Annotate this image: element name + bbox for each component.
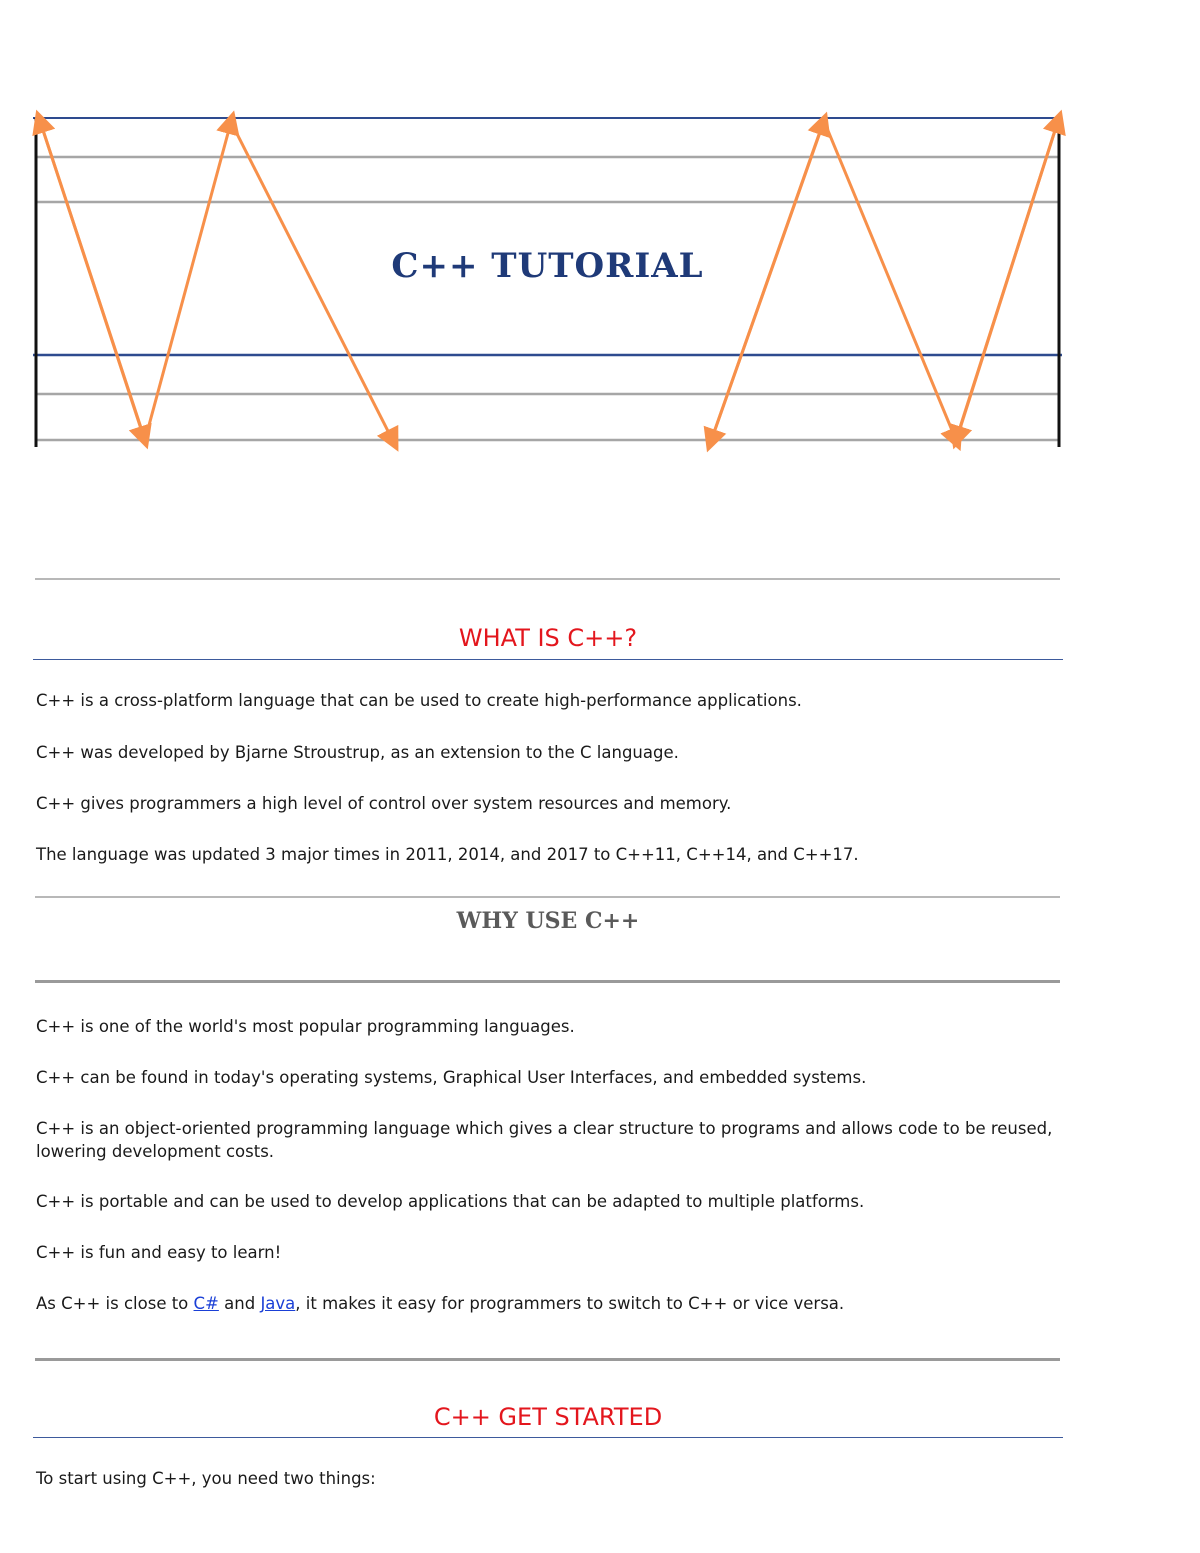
heading-underline xyxy=(33,659,1063,660)
section-heading-what-is: WHAT IS C++? xyxy=(458,624,638,652)
divider xyxy=(35,896,1060,898)
paragraph: C++ is an object-oriented programming language which gives a clear structure to programs and allows code to be reused, lowering development costs. xyxy=(36,1119,1053,1161)
paragraph: The language was updated 3 major times in 2011, 2014, and 2017 to C++11, C++14, and C++17. xyxy=(36,845,859,864)
paragraph: C++ was developed by Bjarne Stroustrup, as an extension to the C language. xyxy=(36,743,679,762)
divider xyxy=(35,578,1060,580)
paragraph-languages xyxy=(36,1292,1061,1315)
divider xyxy=(35,980,1060,983)
divider xyxy=(35,1358,1060,1361)
csharp-link[interactable]: C# xyxy=(193,1294,219,1313)
paragraph: C++ is portable and can be used to develop applications that can be adapted to multiple platforms. xyxy=(36,1192,865,1211)
section-heading-get-started: C++ GET STARTED xyxy=(433,1403,663,1431)
heading-underline xyxy=(33,1437,1063,1438)
text: As C++ is close to xyxy=(36,1294,194,1313)
paragraph: C++ is a cross-platform language that can be used to create high-performance applications. xyxy=(36,691,802,710)
text: , it makes it easy for programmers to switch to C++ or vice versa. xyxy=(295,1294,845,1313)
paragraph: To start using C++, you need two things: xyxy=(36,1469,376,1488)
section-heading-why-use: WHY USE C++ xyxy=(456,908,640,934)
banner-title: C++ TUTORIAL xyxy=(391,246,704,286)
java-link[interactable]: Java xyxy=(260,1294,296,1313)
banner-graphic xyxy=(0,0,1200,470)
paragraph: C++ is one of the world's most popular programming languages. xyxy=(36,1017,575,1036)
text: and xyxy=(218,1294,261,1313)
paragraph: C++ is fun and easy to learn! xyxy=(36,1243,282,1262)
paragraph: C++ gives programmers a high level of control over system resources and memory. xyxy=(36,794,732,813)
paragraph: C++ can be found in today's operating systems, Graphical User Interfaces, and embedded systems. xyxy=(36,1068,867,1087)
